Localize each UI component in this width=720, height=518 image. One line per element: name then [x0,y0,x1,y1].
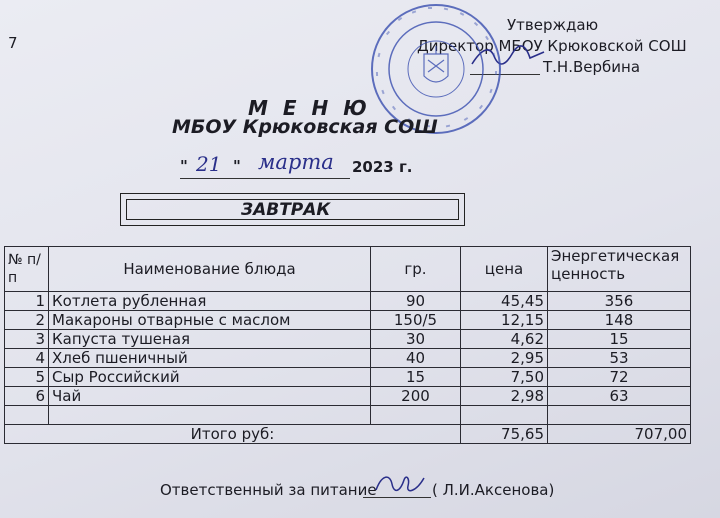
row-num: 6 [5,387,49,406]
row-energy: 148 [548,311,691,330]
table-row [5,387,691,406]
table-total-row [5,425,691,444]
empty-cell [49,406,371,425]
row-num: 4 [5,349,49,368]
row-energy: 356 [548,292,691,311]
meal-frame [120,193,465,226]
row-energy: 53 [548,349,691,368]
row-price: 2,95 [461,349,548,368]
total-price: 75,65 [461,425,548,444]
row-dish: Капуста тушеная [49,330,371,349]
row-weight: 150/5 [371,311,461,330]
empty-cell [461,406,548,425]
date-quote-open: " [180,157,188,175]
table-row [5,349,691,368]
row-energy: 15 [548,330,691,349]
table-row-empty [5,406,691,425]
row-weight: 30 [371,330,461,349]
school-name: МБОУ Крюковская СОШ [172,116,438,138]
director-name: Т.Н.Вербина [543,58,641,76]
date-day: 21 [196,152,222,176]
empty-cell [371,406,461,425]
row-weight: 40 [371,349,461,368]
row-dish: Хлеб пшеничный [49,349,371,368]
row-dish: Макароны отварные с маслом [49,311,371,330]
header-weight: гр. [371,247,461,292]
table-row [5,311,691,330]
date-month: марта [258,150,334,174]
meal-name: ЗАВТРАК [241,200,331,220]
director-title: Директор МБОУ Крюковской СОШ [417,37,687,55]
row-energy: 63 [548,387,691,406]
row-price: 45,45 [461,292,548,311]
menu-table [4,246,691,444]
row-num: 2 [5,311,49,330]
table-header-row [5,247,691,292]
row-price: 4,62 [461,330,548,349]
header-price: цена [461,247,548,292]
row-dish: Котлета рубленная [49,292,371,311]
table-row [5,330,691,349]
row-weight: 200 [371,387,461,406]
approval-label: Утверждаю [507,16,599,34]
row-price: 7,50 [461,368,548,387]
table-row [5,292,691,311]
row-energy: 72 [548,368,691,387]
row-num: 5 [5,368,49,387]
responsible-label: Ответственный за питание [160,481,377,499]
empty-cell [548,406,691,425]
page-number: 7 [8,34,18,52]
responsible-signature [370,470,430,498]
header-num: № п/п [5,247,49,292]
row-weight: 15 [371,368,461,387]
row-price: 12,15 [461,311,548,330]
row-num: 1 [5,292,49,311]
empty-cell [5,406,49,425]
table-row [5,368,691,387]
date-quote-close: " [233,157,241,175]
total-energy: 707,00 [548,425,691,444]
date-year: 2023 г. [352,158,413,176]
responsible-name: ( Л.И.Аксенова) [432,481,555,499]
row-dish: Сыр Российский [49,368,371,387]
header-dish-name: Наименование блюда [49,247,371,292]
header-energy: Энергетическая ценность [548,247,691,292]
row-weight: 90 [371,292,461,311]
menu-title: М Е Н Ю [248,96,371,120]
row-dish: Чай [49,387,371,406]
total-label: Итого руб: [5,425,461,444]
row-price: 2,98 [461,387,548,406]
row-num: 3 [5,330,49,349]
